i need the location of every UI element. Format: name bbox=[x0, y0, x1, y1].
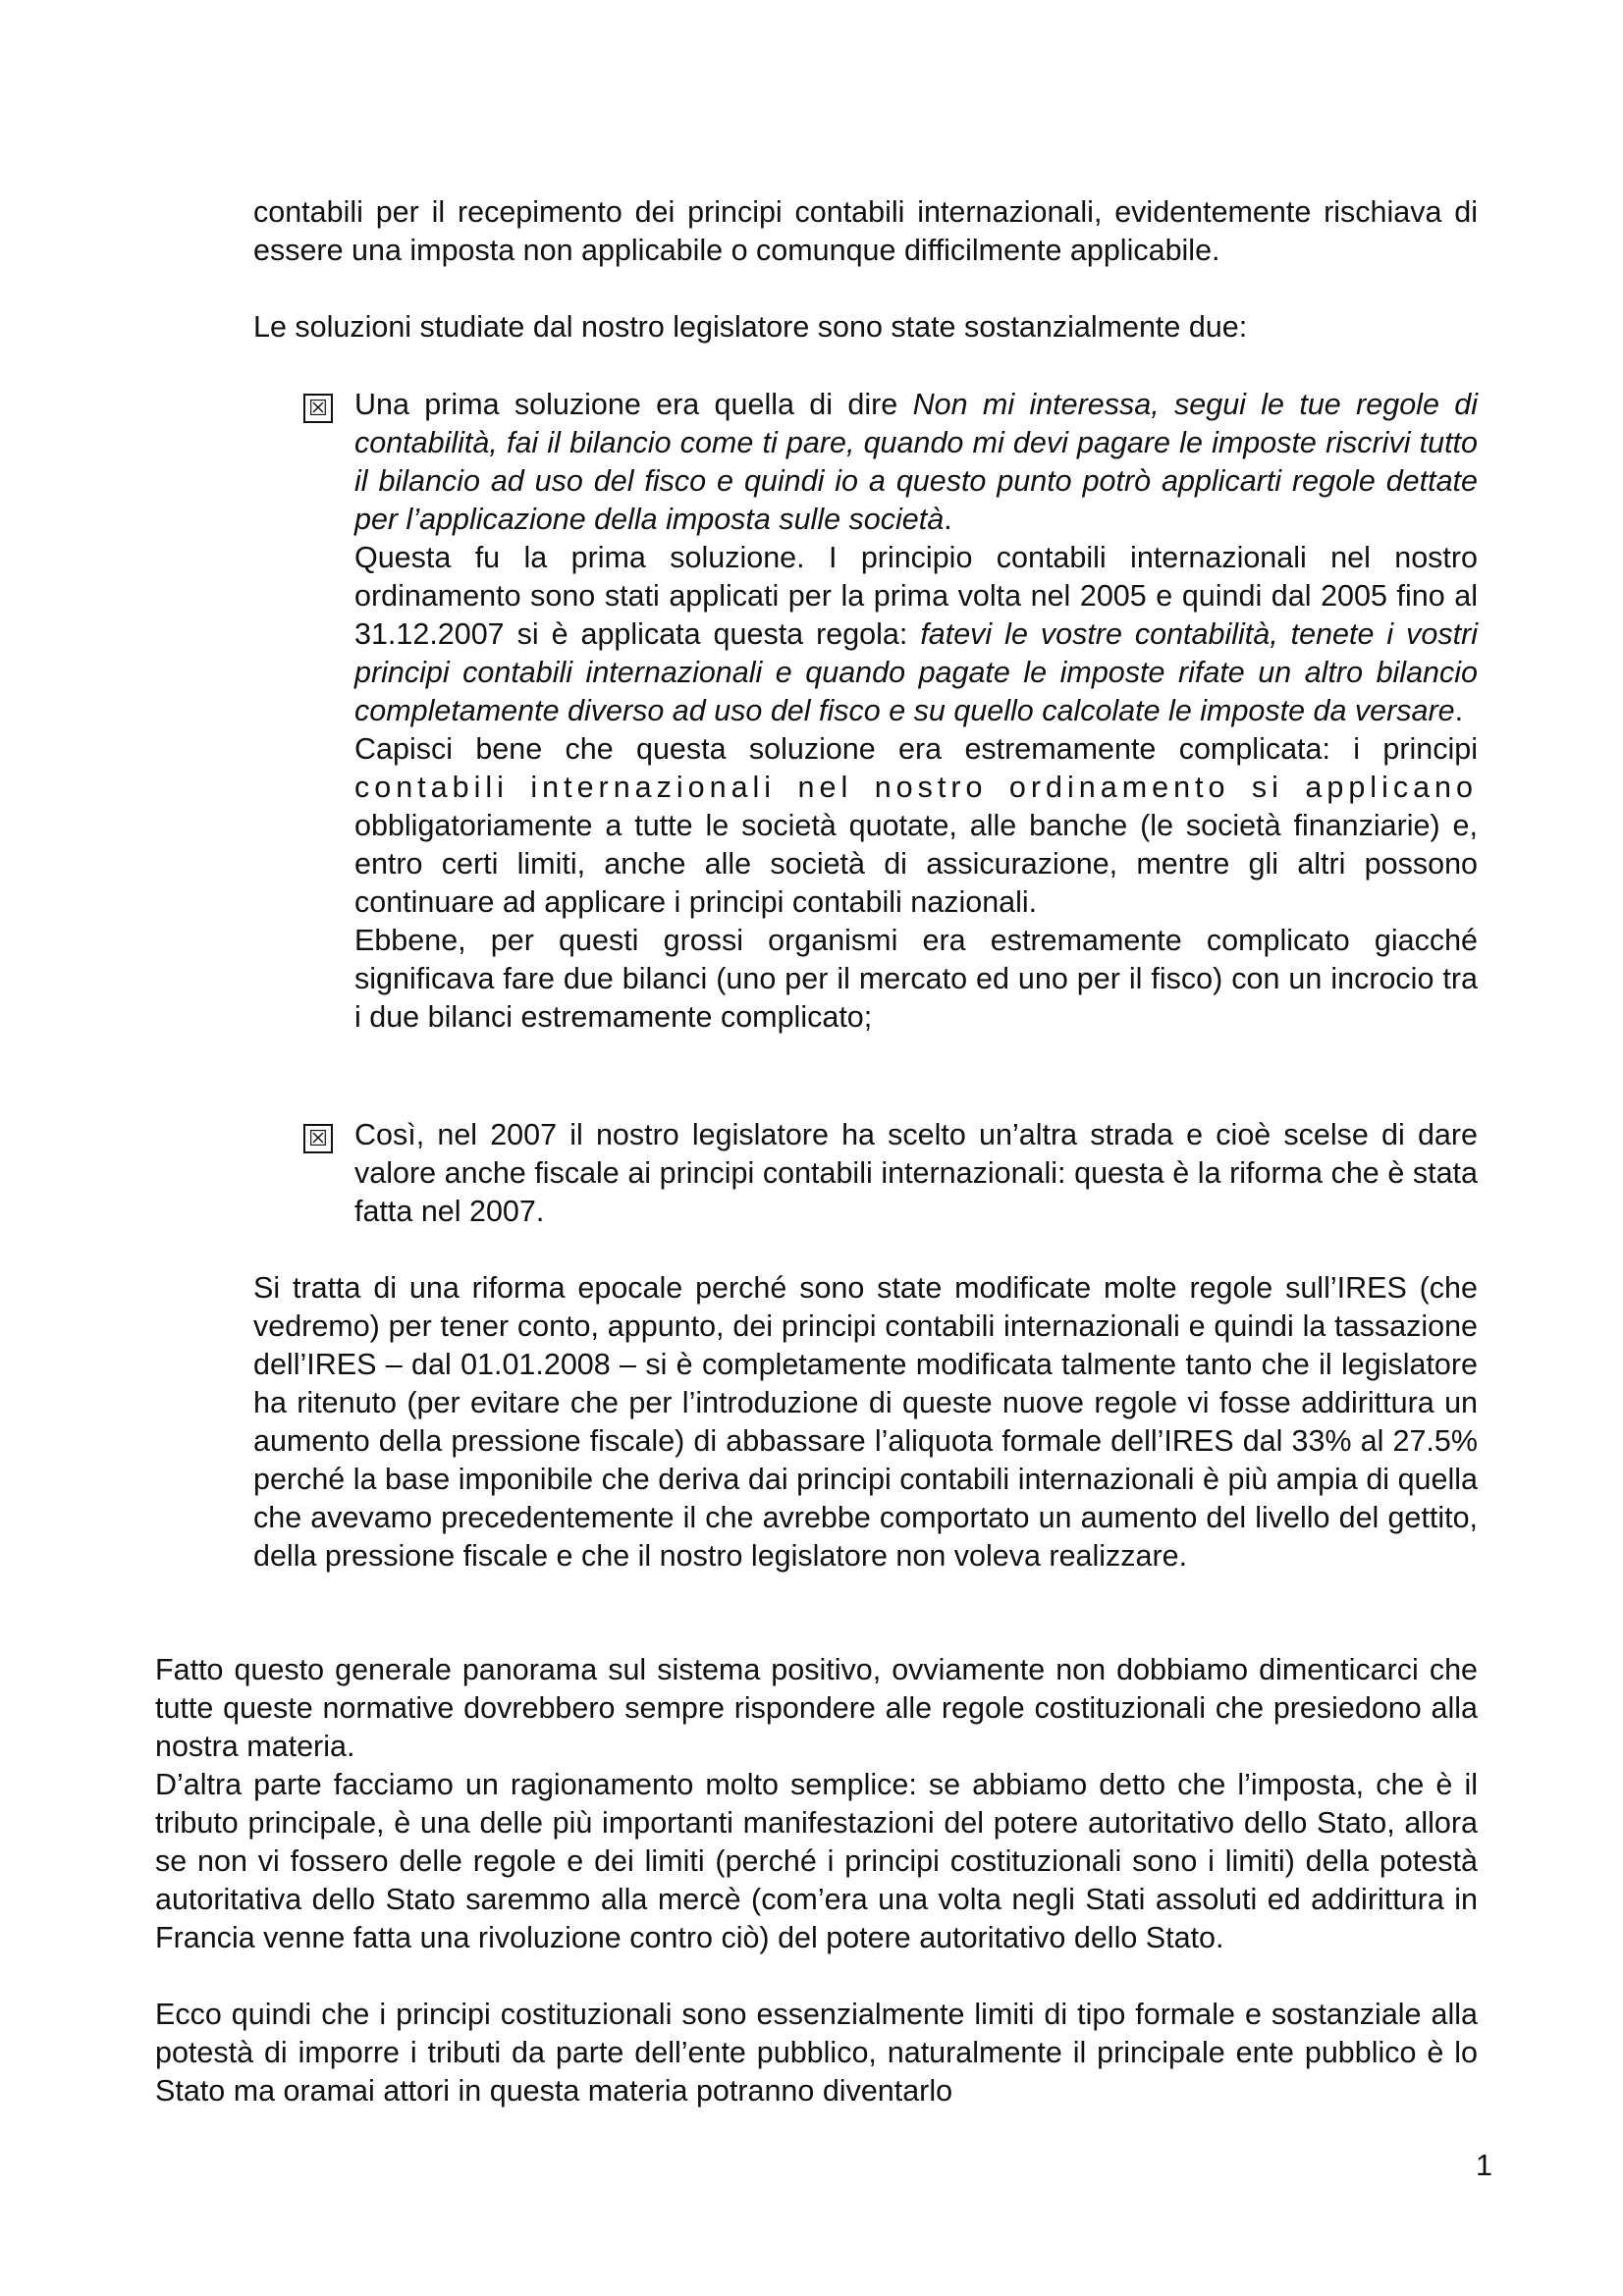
bullet-first-paragraph-3 bbox=[354, 730, 1478, 922]
checkbox-x-icon: ☒ bbox=[303, 394, 333, 423]
bullet-first-p2-quote: fatevi le vostre contabilità, tenete i vostri principi contabili internazionali e quando pagate le imposte rifate un altro bilancio completamente diverso ad uso del fisco e su quello calcolate le imposte da versare bbox=[354, 617, 1479, 727]
bullet-first-p3-spaced: contabili internazionali nel nostro ordinamento si applicano bbox=[354, 771, 1478, 804]
bullet-first-paragraph-4: Ebbene, per questi grossi organismi era estremamente complicato giacché significava fare due bilanci (uno per il mercato ed uno per il fisco) con un incrocio tra i due bilanci estremamente complicato; bbox=[354, 924, 1478, 1034]
bullet-item-second bbox=[354, 1116, 1478, 1231]
reform-paragraph: Si tratta di una riforma epocale perché sono state modificate molte regole sull’IRES (che vedremo) per tener conto, appunto, dei principi contabili internazionali e quindi la tassazione dell’IRES – dal 01.01.2008 – si è completamente modificata talmente tanto che il legislatore ha ritenuto (per evitare che per l’introduzione di queste nuove regole vi fosse addirittura un aumento della pressione fiscale) di abbassare l’aliquota formale dell’IRES dal 33% al 27.5% perché la base imponibile che deriva dai principi contabili internazionali è più ampia di quella che avevamo precedentemente il che avrebbe comportato un aumento del livello del gettito, della pressione fiscale e che il nostro legislatore non voleva realizzare. bbox=[253, 1271, 1478, 1573]
bullet-first-p3-rest: obbligatoriamente a tutte le società quotate, alle banche (le società finanziarie) e, entro certi limiti, anche alle società di assicurazione, mentre gli altri possono continuare ad applicare i principi contabili nazionali. bbox=[354, 809, 1478, 919]
intro-paragraph-1: contabili per il recepimento dei principi contabili internazionali, evidentemente rischiava di essere una imposta non applicabile o comunque difficilmente applicabile. bbox=[253, 195, 1478, 267]
bullet-first-paragraph-1 bbox=[354, 386, 1478, 539]
bullet-item-first bbox=[354, 386, 1478, 1037]
bullet-first-p3-lead: Capisci bene che questa soluzione era estremamente complicata: i principi bbox=[354, 732, 1478, 766]
conclusion-paragraph-1: Fatto questo generale panorama sul sistema positivo, ovviamente non dobbiamo dimenticarci che tutte queste normative dovrebbero sempre rispondere alle regole costituzionali che presiedono alla nostra materia. bbox=[155, 1653, 1478, 1763]
bullet-first-lead: Una prima soluzione era quella di dire bbox=[354, 388, 913, 421]
checkbox-x-icon: ☒ bbox=[303, 1124, 333, 1153]
bullet-first-p2-end: . bbox=[1454, 694, 1464, 727]
bullet-first-quote: Non mi interessa, segui le tue regole di contabilità, fai il bilancio come ti pare, quando mi devi pagare le imposte riscrivi tutto il bilancio ad uso del fisco e quindi io a questo punto potrò applicarti regole dettate per l’applicazione della imposta sulle società bbox=[354, 388, 1478, 536]
bullet-first-quote-end: . bbox=[944, 503, 952, 536]
bullet-first-paragraph-2 bbox=[354, 539, 1478, 730]
bullet-second-paragraph: Così, nel 2007 il nostro legislatore ha scelto un’altra strada e cioè scelse di dare valore anche fiscale ai principi contabili internazionali: questa è la riforma che è stata fatta nel 2007. bbox=[354, 1118, 1478, 1228]
intro-paragraph-2: Le soluzioni studiate dal nostro legislatore sono state sostanzialmente due: bbox=[253, 310, 1248, 344]
conclusion-paragraph-3: Ecco quindi che i principi costituzionali sono essenzialmente limiti di tipo formale e sostanziale alla potestà di imporre i tributi da parte dell’ente pubblico, naturalmente il principale ente pubblico è lo Stato ma oramai attori in questa materia potranno diventarlo bbox=[155, 1998, 1478, 2108]
bullet-first-p2-lead: Questa fu la prima soluzione. I principio contabili internazionali nel nostro ordinamento sono stati applicati per la prima volta nel 2005 e quindi dal 2005 fino al 31.12.2007 si è applicata questa regola: bbox=[354, 541, 1478, 651]
page-number: 1 bbox=[1476, 2149, 1492, 2182]
conclusion-paragraph-2: D’altra parte facciamo un ragionamento molto semplice: se abbiamo detto che l’imposta, che è il tributo principale, è una delle più importanti manifestazioni del potere autoritativo dello Stato, allora se non vi fossero delle regole e dei limiti (perché i principi costituzionali sono i limiti) della potestà autoritativa dello Stato saremmo alla mercè (com’era una volta negli Stati assoluti ed addirittura in Francia venne fatta una rivoluzione contro ciò) del potere autoritativo dello Stato. bbox=[155, 1768, 1478, 1954]
